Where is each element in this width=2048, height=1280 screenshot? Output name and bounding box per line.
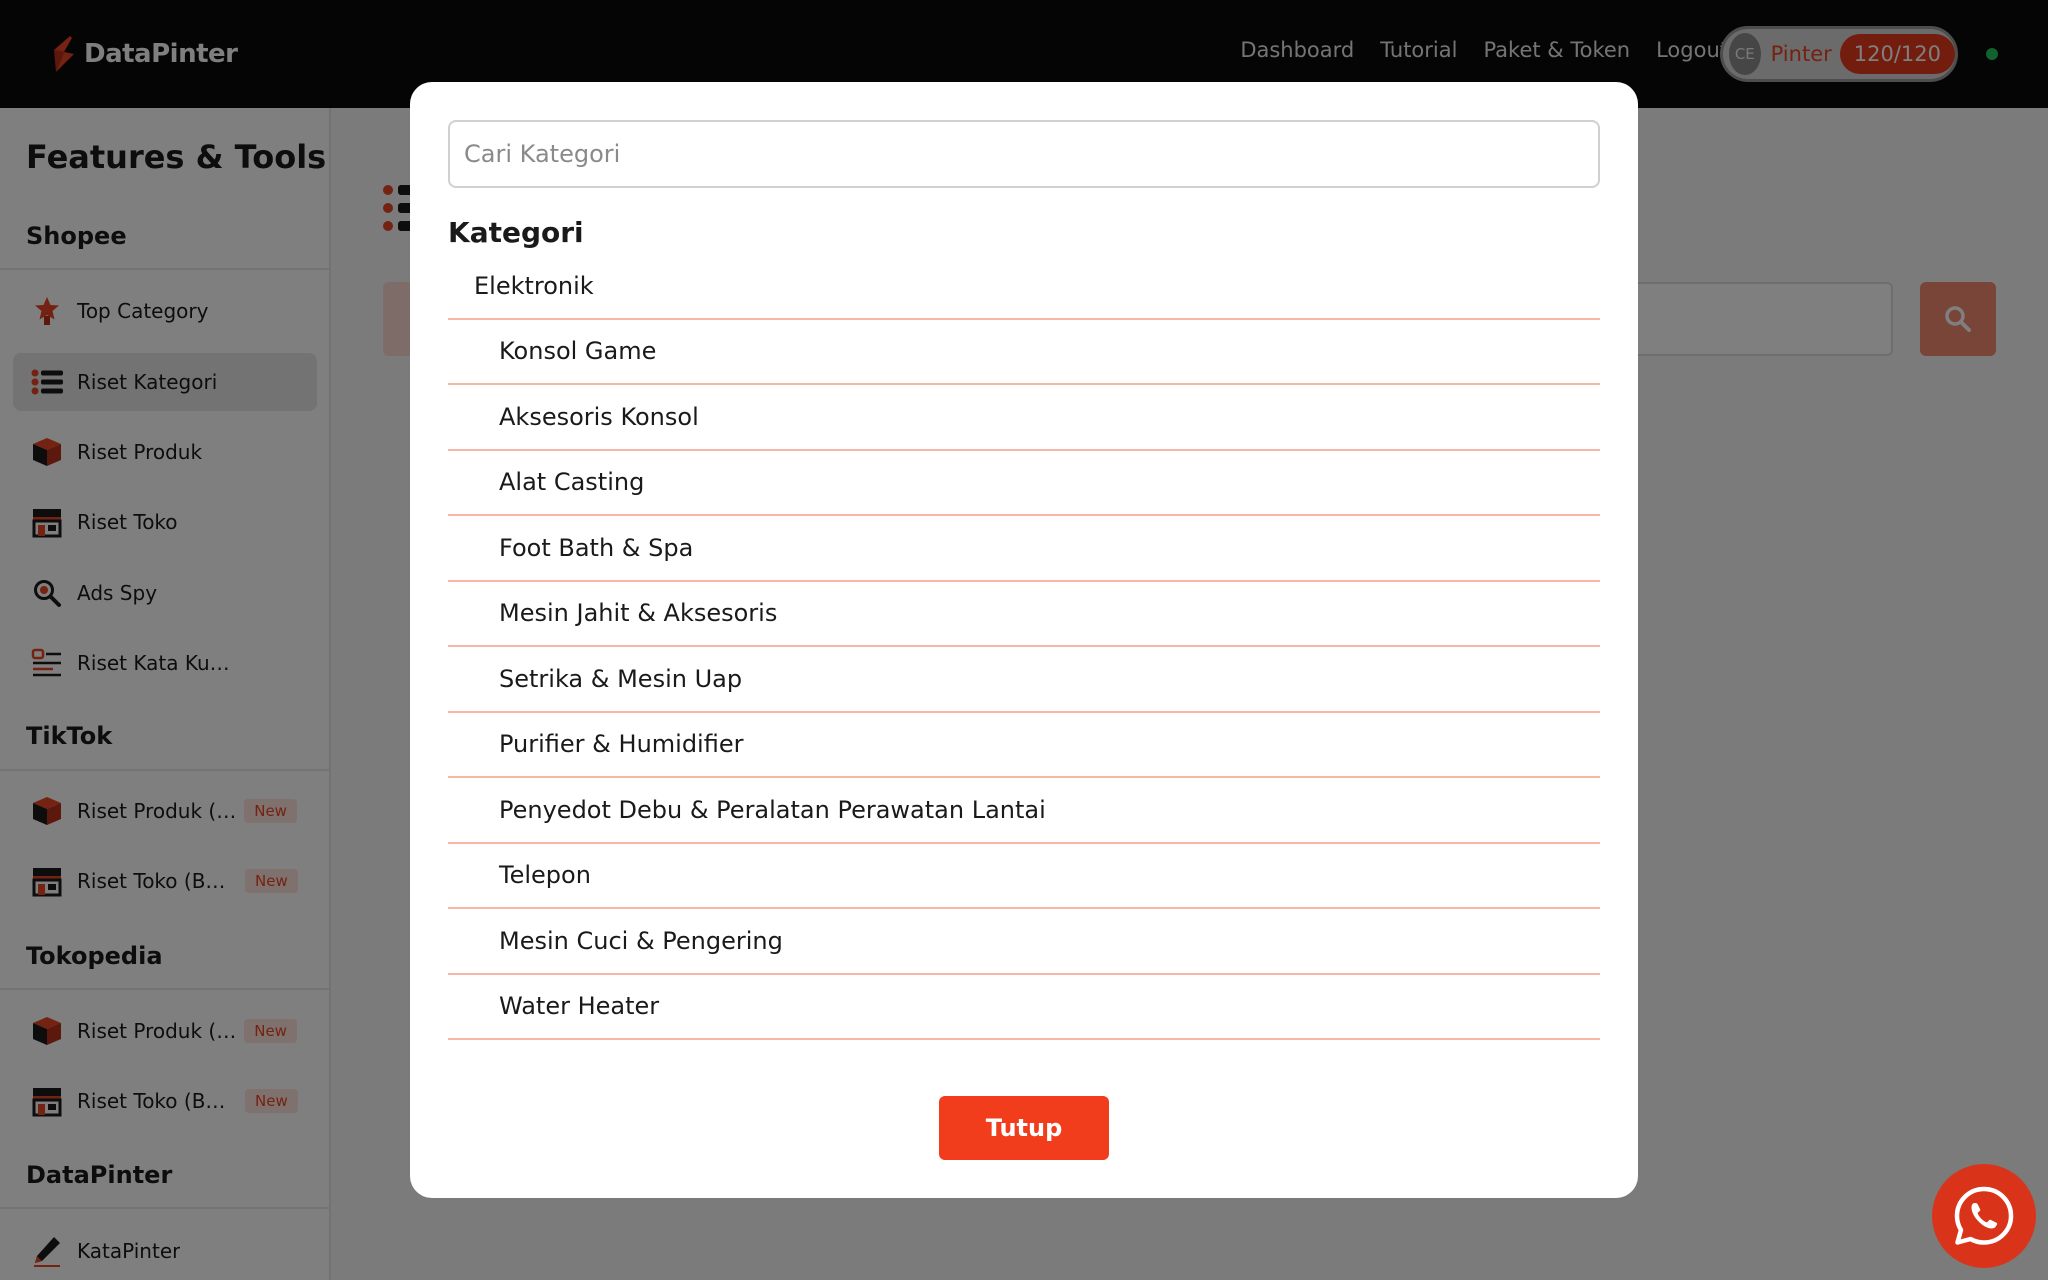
- category-item-elektronik[interactable]: Elektronik: [448, 254, 1600, 320]
- category-list: [448, 254, 1600, 1040]
- modal-heading: Kategori: [448, 216, 584, 249]
- category-item[interactable]: Water Heater: [448, 975, 1600, 1041]
- category-modal: [410, 82, 1638, 1198]
- category-item[interactable]: Penyedot Debu & Peralatan Perawatan Lantai: [448, 778, 1600, 844]
- category-item[interactable]: Foot Bath & Spa: [448, 516, 1600, 582]
- category-item[interactable]: Konsol Game: [448, 320, 1600, 386]
- category-item[interactable]: Setrika & Mesin Uap: [448, 647, 1600, 713]
- whatsapp-icon: [1951, 1183, 2017, 1249]
- category-item[interactable]: Telepon: [448, 844, 1600, 910]
- whatsapp-chat-button[interactable]: [1932, 1164, 2036, 1268]
- category-item[interactable]: Aksesoris Konsol: [448, 385, 1600, 451]
- category-item[interactable]: Purifier & Humidifier: [448, 713, 1600, 779]
- category-item[interactable]: Mesin Cuci & Pengering: [448, 909, 1600, 975]
- category-item[interactable]: Mesin Jahit & Aksesoris: [448, 582, 1600, 648]
- category-item[interactable]: Alat Casting: [448, 451, 1600, 517]
- close-modal-button[interactable]: Tutup: [939, 1096, 1109, 1160]
- category-search-input[interactable]: [448, 120, 1600, 188]
